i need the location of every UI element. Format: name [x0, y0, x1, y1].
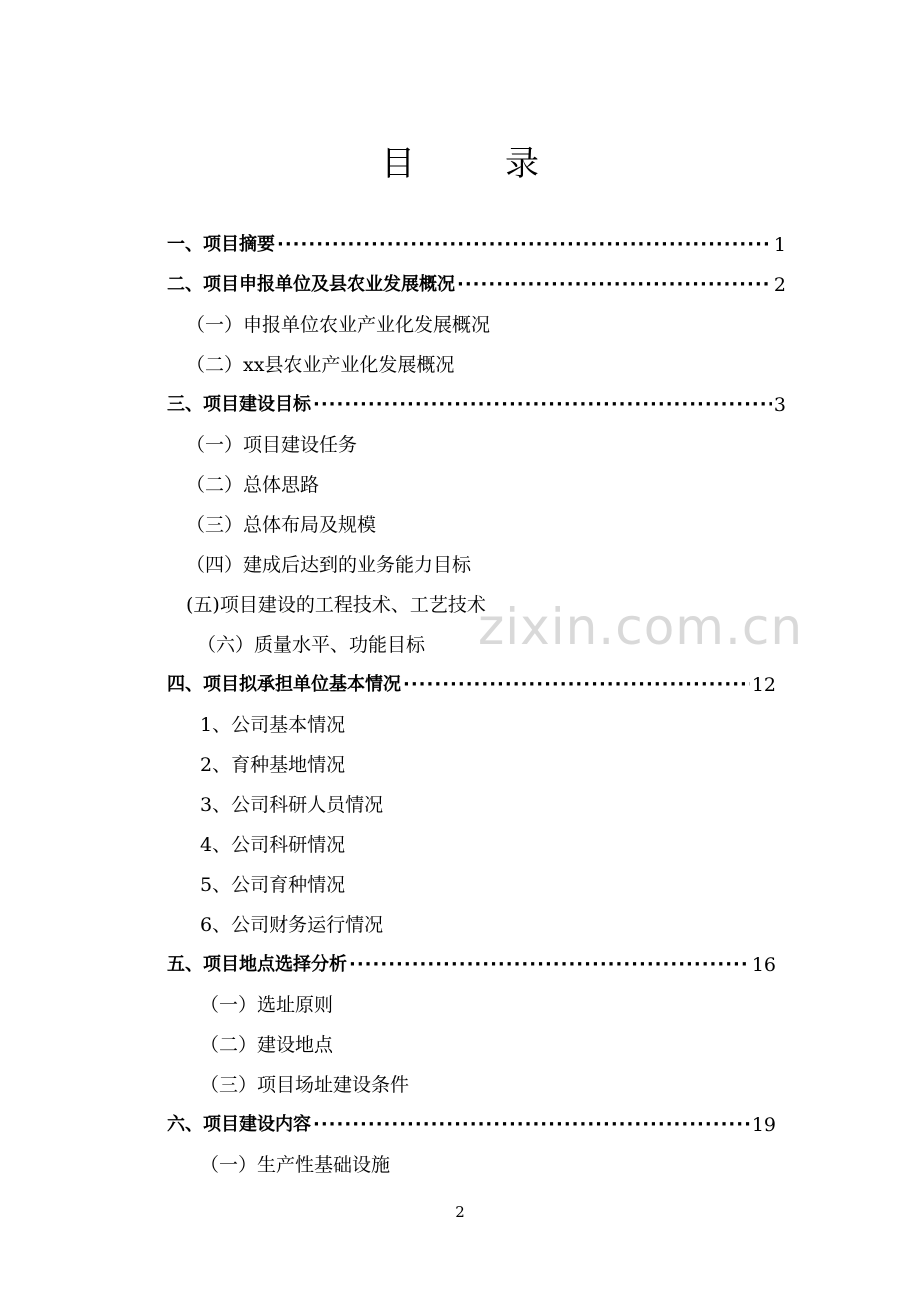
toc-subsection-entry[interactable] — [200, 1145, 390, 1185]
toc-subsection-entry[interactable] — [200, 1025, 333, 1065]
toc-subsection-entry[interactable] — [200, 905, 383, 945]
toc-subsection-entry[interactable] — [200, 745, 345, 785]
page-number: 2 — [455, 1203, 465, 1221]
toc-subsection-entry[interactable] — [200, 985, 333, 1025]
title-char-1: 目 — [381, 144, 415, 184]
toc-subsection-entry[interactable] — [186, 425, 357, 465]
toc-entry-label: 1、公司基本情况 — [200, 714, 346, 736]
toc-entry-label: （六）质量水平、功能目标 — [197, 634, 426, 656]
toc-entry-label: 三、项目建设目标 — [167, 394, 311, 415]
toc-entry-label: （一）申报单位农业产业化发展概况 — [186, 314, 491, 336]
toc-page-number: 12 — [751, 674, 776, 696]
toc-page-number: 16 — [751, 954, 776, 976]
toc-subsection-entry[interactable] — [200, 825, 345, 865]
toc-entry-label: 6、公司财务运行情况 — [200, 914, 384, 936]
toc-entry-label: （二）建设地点 — [200, 1034, 334, 1056]
toc-leader-dots — [313, 1105, 750, 1145]
toc-subsection-entry[interactable] — [197, 625, 425, 665]
toc-section-entry[interactable] — [167, 225, 786, 265]
toc-entry-label: （三）总体布局及规模 — [186, 514, 377, 536]
toc-entry-label: 3、公司科研人员情况 — [200, 794, 384, 816]
toc-section-entry[interactable] — [167, 265, 786, 305]
toc-subsection-entry[interactable] — [200, 705, 345, 745]
toc-subsection-entry[interactable] — [186, 505, 376, 545]
page-title — [0, 136, 920, 185]
toc-entry-label: 五、项目地点选择分析 — [167, 954, 347, 975]
title-char-2: 录 — [505, 144, 539, 184]
toc-page-number: 1 — [773, 234, 786, 256]
toc-page-number: 19 — [751, 1114, 776, 1136]
toc-section-entry[interactable] — [167, 1105, 776, 1145]
toc-entry-label: （四）建成后达到的业务能力目标 — [186, 554, 472, 576]
toc-entry-label: 六、项目建设内容 — [167, 1114, 311, 1135]
toc-leader-dots — [277, 225, 772, 265]
toc-subsection-entry[interactable] — [200, 785, 383, 825]
toc-entry-label: （一）选址原则 — [200, 994, 334, 1016]
toc-entry-label: 2、育种基地情况 — [200, 754, 346, 776]
toc-entry-label: （二）总体思路 — [186, 474, 320, 496]
toc-entry-label: 二、项目申报单位及县农业发展概况 — [167, 274, 455, 295]
toc-page-number: 3 — [773, 394, 786, 416]
toc-leader-dots — [403, 665, 750, 705]
toc-entry-label: （三）项目场址建设条件 — [200, 1074, 410, 1096]
toc-subsection-entry[interactable] — [186, 305, 490, 345]
toc-subsection-entry[interactable] — [200, 865, 345, 905]
toc-section-entry[interactable] — [167, 385, 786, 425]
toc-entry-label: （二）xx县农业产业化发展概况 — [186, 354, 455, 376]
toc-subsection-entry[interactable] — [200, 1065, 409, 1105]
toc-section-entry[interactable] — [167, 945, 776, 985]
toc-entry-label: (五)项目建设的工程技术、工艺技术 — [186, 594, 486, 616]
toc-section-entry[interactable] — [167, 665, 776, 705]
toc-page-number: 2 — [773, 274, 786, 296]
toc-subsection-entry[interactable] — [186, 345, 454, 385]
toc-entry-label: （一）生产性基础设施 — [200, 1154, 391, 1176]
toc-subsection-entry[interactable] — [186, 585, 486, 625]
toc-entry-label: 一、项目摘要 — [167, 234, 275, 255]
watermark: zixin.com.cn — [478, 598, 804, 656]
toc-subsection-entry[interactable] — [186, 545, 471, 585]
toc-leader-dots — [313, 385, 772, 425]
toc-entry-label: 5、公司育种情况 — [200, 874, 346, 896]
toc-leader-dots — [457, 265, 772, 305]
toc-entry-label: 四、项目拟承担单位基本情况 — [167, 674, 401, 695]
toc-leader-dots — [349, 945, 750, 985]
toc-entry-label: （一）项目建设任务 — [186, 434, 358, 456]
toc-entry-label: 4、公司科研情况 — [200, 834, 346, 856]
toc-subsection-entry[interactable] — [186, 465, 319, 505]
